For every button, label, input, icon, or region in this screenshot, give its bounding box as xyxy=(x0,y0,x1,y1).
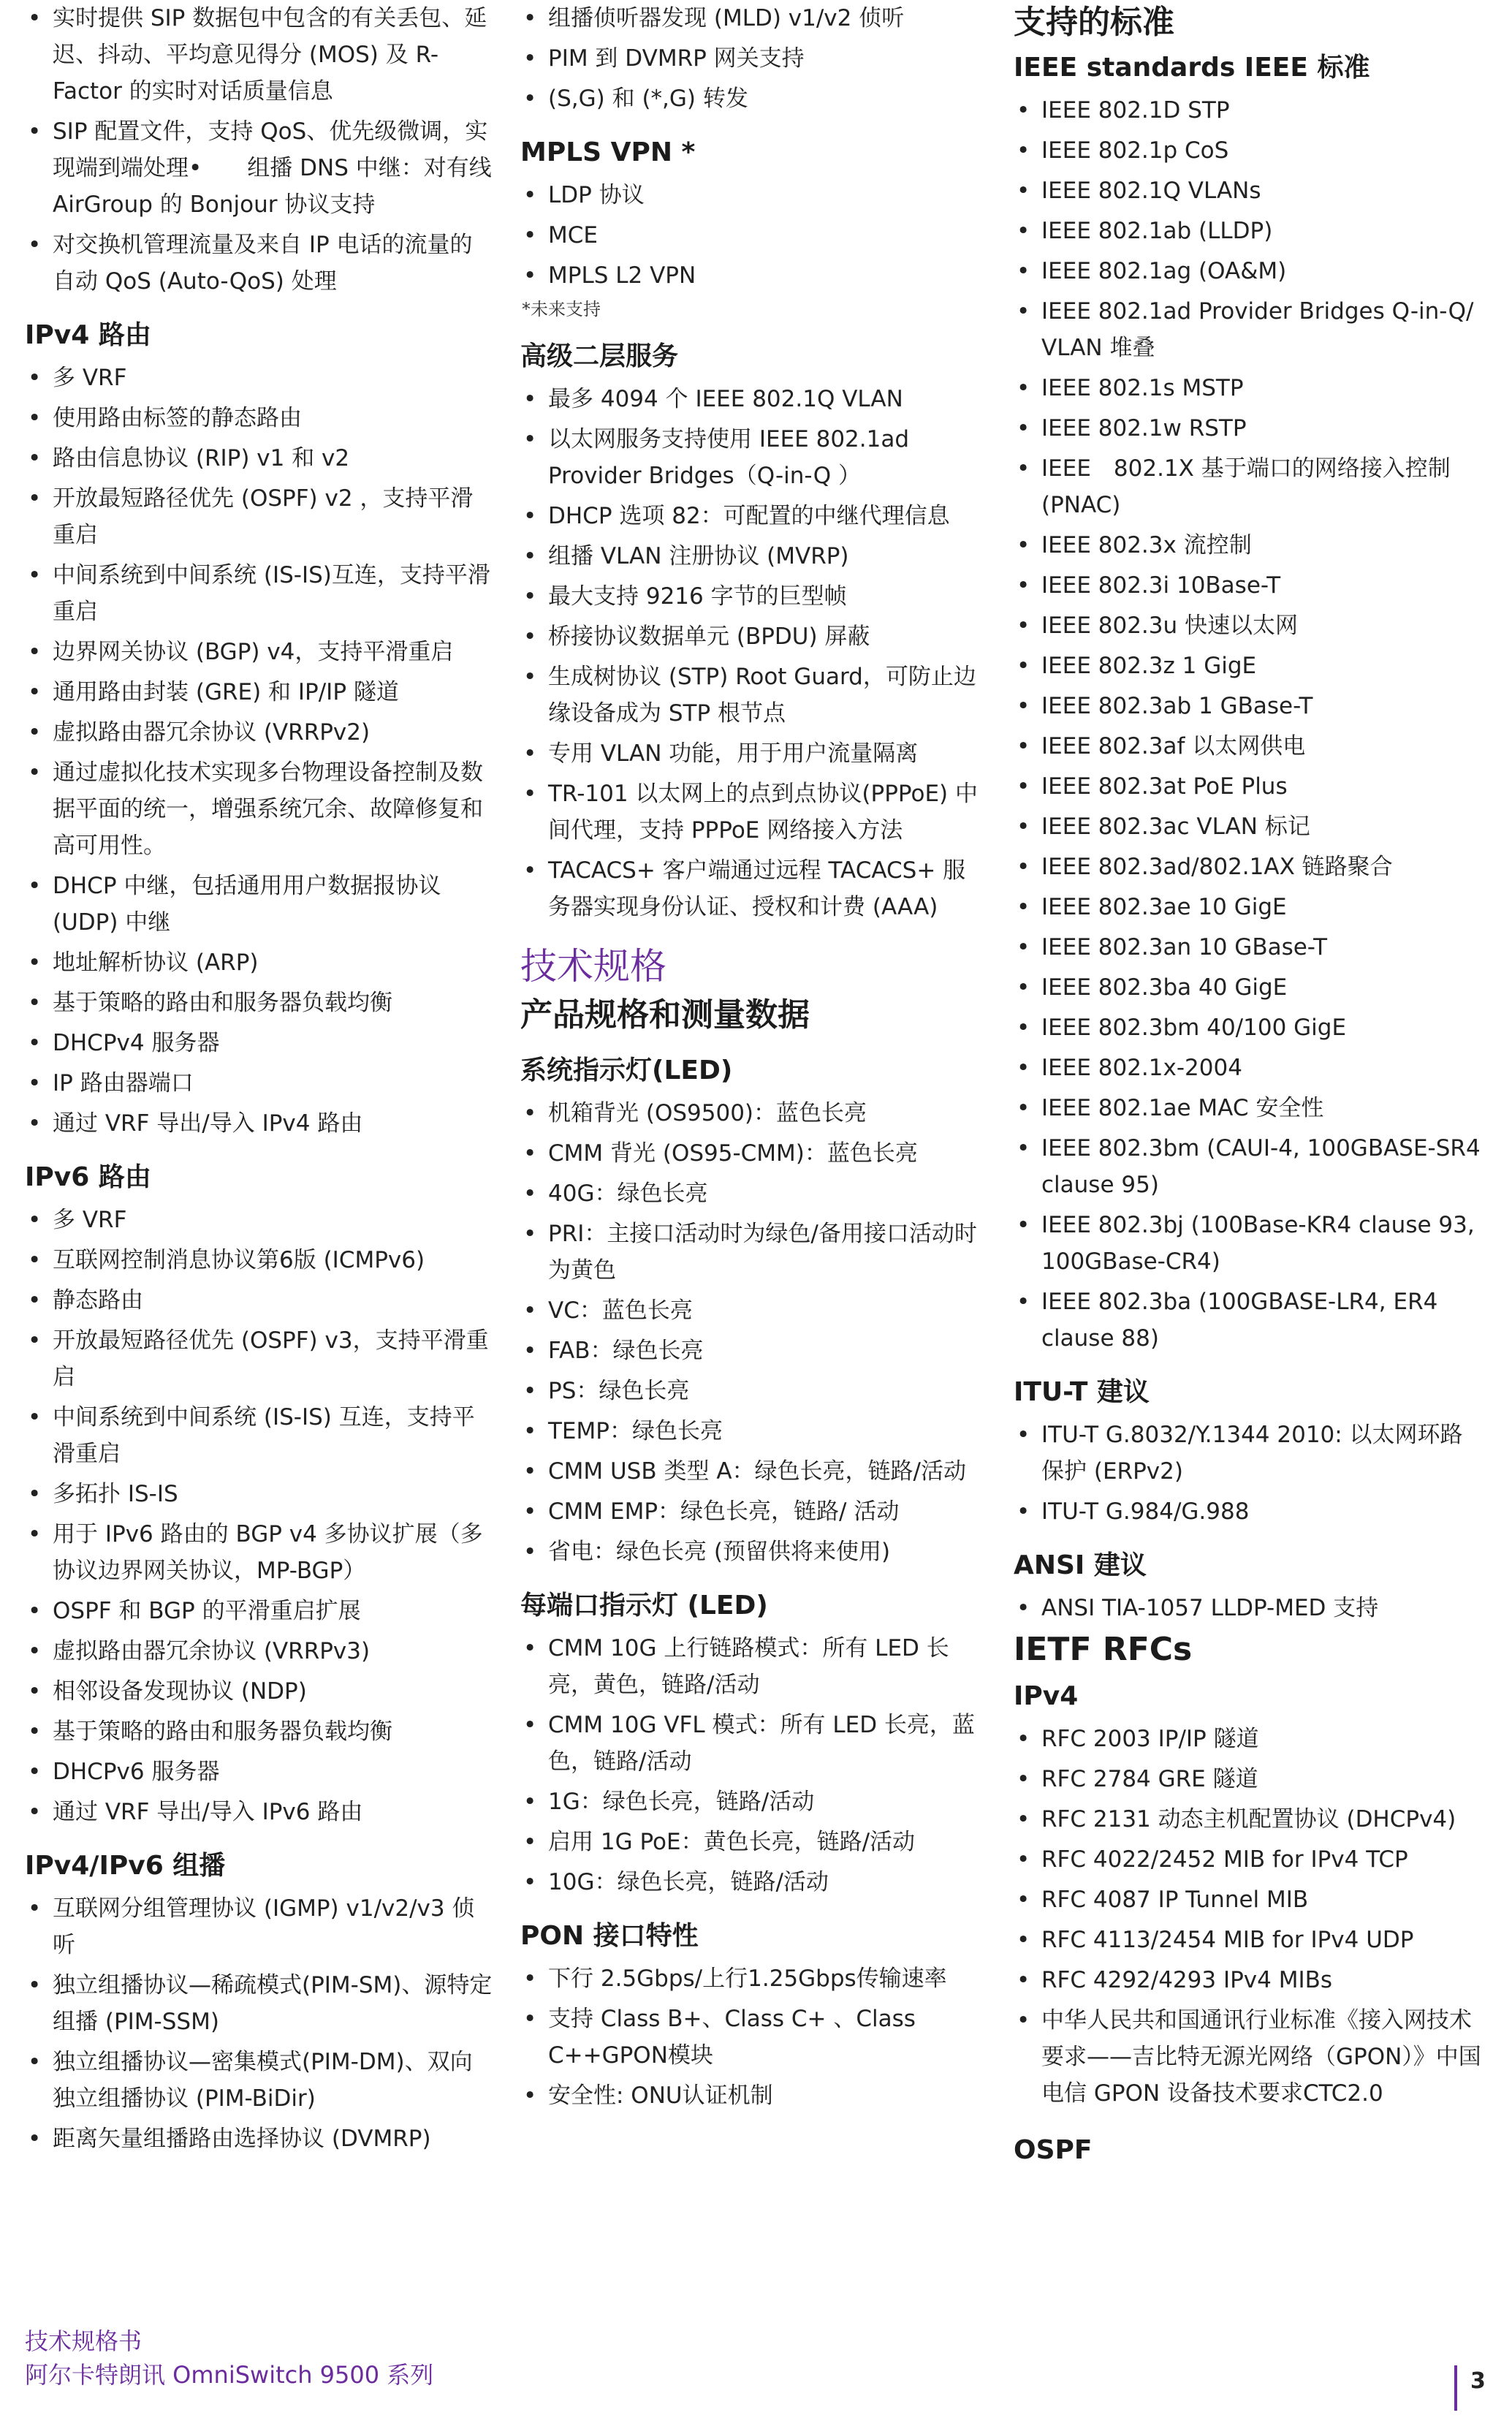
section-title-ietf-ipv4: IPv4 xyxy=(1014,1681,1079,1711)
footer-doc-info xyxy=(25,2324,433,2392)
list-item: • IEEE 802.3z 1 GigE xyxy=(1014,648,1481,684)
list-item: • 用于 IPv6 路由的 BGP v4 多协议扩展（多协议边界网关协议，MP-BGP） xyxy=(25,1516,493,1589)
list-item: • IEEE 802.3bm 40/100 GigE xyxy=(1014,1009,1481,1046)
list-item: • 通用路由封装 (GRE) 和 IP/IP 隧道 xyxy=(25,674,493,710)
list-item: • CMM 10G 上行链路模式：所有 LED 长亮，黄色，链路/活动 xyxy=(520,1630,988,1703)
pon-list xyxy=(520,1960,988,2114)
list-item: • IEEE 802.1D STP xyxy=(1014,92,1481,129)
multicast-cont-list xyxy=(520,0,988,117)
list-item: • IEEE 802.1ag (OA&M) xyxy=(1014,253,1481,289)
list-item: • 多 VRF xyxy=(25,360,493,396)
column-left xyxy=(25,0,493,2161)
list-item: • 启用 1G PoE：黄色长亮，链路/活动 xyxy=(520,1824,988,1860)
list-item: • IEEE 802.3at PoE Plus xyxy=(1014,768,1481,805)
list-item: • OSPF 和 BGP 的平滑重启扩展 xyxy=(25,1593,493,1629)
list-item: • RFC 4022/2452 MIB for IPv4 TCP xyxy=(1014,1841,1481,1878)
section-title-pon: PON 接口特性 xyxy=(520,1921,699,1951)
page-number: 3 xyxy=(1470,2368,1486,2394)
list-item: • FAB：绿色长亮 xyxy=(520,1333,988,1369)
list-item: • 生成树协议 (STP) Root Guard，可防止边缘设备成为 STP 根节点 xyxy=(520,659,988,732)
list-item: • PIM 到 DVMRP 网关支持 xyxy=(520,40,988,77)
list-item: • 以太网服务支持使用 IEEE 802.1ad Provider Bridges（Q-in-Q ） xyxy=(520,421,988,494)
list-item: • IEEE 802.1s MSTP xyxy=(1014,370,1481,406)
list-item: • PRI：主接口活动时为绿色/备用接口活动时为黄色 xyxy=(520,1216,988,1289)
list-item: • VC：蓝色长亮 xyxy=(520,1292,988,1329)
list-item: • 1G：绿色长亮，链路/活动 xyxy=(520,1784,988,1820)
itut-list xyxy=(1014,1417,1481,1530)
section-title-ietf: IETF RFCs xyxy=(1014,1631,1193,1668)
section-title-ospf: OSPF xyxy=(1014,2135,1093,2165)
list-item: • 最多 4094 个 IEEE 802.1Q VLAN xyxy=(520,381,988,417)
list-item: • IEEE 802.1Q VLANs xyxy=(1014,173,1481,209)
ipv6-routing-list xyxy=(25,1202,493,1830)
list-item: • 开放最短路径优先 (OSPF) v3，支持平滑重启 xyxy=(25,1322,493,1395)
list-item: • 多拓扑 IS-IS xyxy=(25,1476,493,1512)
ieee-list xyxy=(1014,92,1481,1357)
list-item: • IEEE 802.1ad Provider Bridges Q-in-Q/ VLAN 堆叠 xyxy=(1014,293,1481,366)
list-item: • 虚拟路由器冗余协议 (VRRPv2) xyxy=(25,714,493,751)
section-title-mpls: MPLS VPN * xyxy=(520,137,696,167)
list-item: • SIP 配置文件，支持 QoS、优先级微调，实现端到端处理• 组播 DNS 中继：对有线 AirGroup 的 Bonjour 协议支持 xyxy=(25,113,493,223)
list-item: • RFC 2131 动态主机配置协议 (DHCPv4) xyxy=(1014,1801,1481,1838)
footer-doc-type: 技术规格书 xyxy=(25,2327,143,2355)
list-item: • 安全性: ONU认证机制 xyxy=(520,2077,988,2114)
column-middle xyxy=(520,0,988,2118)
section-title-ipv6-routing: IPv6 路由 xyxy=(25,1162,151,1192)
section-title-system-led: 系统指示灯(LED) xyxy=(520,1055,733,1085)
list-item: • 独立组播协议—密集模式(PIM-DM)、双向独立组播协议 (PIM-BiDir) xyxy=(25,2044,493,2117)
list-item: • 通过 VRF 导出/导入 IPv4 路由 xyxy=(25,1105,493,1142)
list-item: • 多 VRF xyxy=(25,1202,493,1238)
list-item: • 路由信息协议 (RIP) v1 和 v2 xyxy=(25,440,493,477)
list-item: • DHCP 选项 82：可配置的中继代理信息 xyxy=(520,498,988,534)
multicast-list xyxy=(25,1890,493,2157)
list-item: • 通过 VRF 导出/导入 IPv6 路由 xyxy=(25,1794,493,1830)
list-item: • RFC 4292/4293 IPv4 MIBs xyxy=(1014,1962,1481,1998)
list-item: • 桥接协议数据单元 (BPDU) 屏蔽 xyxy=(520,618,988,655)
page-number-divider xyxy=(1454,2365,1457,2411)
list-item: • 距离矢量组播路由选择协议 (DVMRP) xyxy=(25,2121,493,2157)
list-item: • IEEE 802.1ab (LLDP) xyxy=(1014,213,1481,249)
section-title-ansi: ANSI 建议 xyxy=(1014,1550,1147,1580)
footer-product-name: 阿尔卡特朗讯 OmniSwitch 9500 系列 xyxy=(25,2361,434,2389)
list-item: • 相邻设备发现协议 (NDP) xyxy=(25,1673,493,1710)
section-title-l2-services: 高级二层服务 xyxy=(520,341,679,371)
list-item: • IEEE 802.3ae 10 GigE xyxy=(1014,889,1481,925)
list-item: • RFC 4087 IP Tunnel MIB xyxy=(1014,1881,1481,1918)
list-item: • TR-101 以太网上的点到点协议(PPPoE) 中间代理，支持 PPPoE 网络接入方法 xyxy=(520,776,988,849)
list-item: • CMM USB 类型 A：绿色长亮，链路/活动 xyxy=(520,1453,988,1490)
intro-list xyxy=(25,0,493,300)
section-title-tech-spec: 技术规格 xyxy=(520,945,666,988)
section-title-ieee: IEEE standards IEEE 标准 xyxy=(1014,53,1370,83)
list-item: • 支持 Class B+、Class C+ 、Class C++GPON模块 xyxy=(520,2001,988,2074)
list-item: • PS：绿色长亮 xyxy=(520,1373,988,1409)
list-item: • IEEE 802.3bj (100Base-KR4 clause 93, 100GBase-CR4) xyxy=(1014,1207,1481,1280)
list-item: • 独立组播协议—稀疏模式(PIM-SM)、源特定组播 (PIM-SSM) xyxy=(25,1967,493,2040)
list-item: • CMM 背光 (OS95-CMM)：蓝色长亮 xyxy=(520,1135,988,1172)
section-title-multicast: IPv4/IPv6 组播 xyxy=(25,1851,226,1881)
list-item: • IEEE 802.1X 基于端口的网络接入控制 (PNAC) xyxy=(1014,450,1481,523)
list-item: • MPLS L2 VPN xyxy=(520,257,988,294)
list-item: • IEEE 802.3x 流控制 xyxy=(1014,527,1481,564)
list-item: • IEEE 802.3ac VLAN 标记 xyxy=(1014,808,1481,845)
list-item: • IEEE 802.3ad/802.1AX 链路聚合 xyxy=(1014,849,1481,885)
list-item: • 地址解析协议 (ARP) xyxy=(25,944,493,981)
list-item: • RFC 2003 IP/IP 隧道 xyxy=(1014,1721,1481,1757)
list-item: • IEEE 802.1ae MAC 安全性 xyxy=(1014,1090,1481,1126)
list-item: • LDP 协议 xyxy=(520,177,988,213)
list-item: • IEEE 802.3ab 1 GBase-T xyxy=(1014,688,1481,724)
list-item: • 10G：绿色长亮，链路/活动 xyxy=(520,1864,988,1900)
list-item: • 中华人民共和国通讯行业标准《接入网技术要求——吉比特无源光网络（GPON）》中国电信 GPON 设备技术要求CTC2.0 xyxy=(1014,2002,1481,2112)
system-led-list xyxy=(520,1095,988,1570)
list-item: • 40G：绿色长亮 xyxy=(520,1175,988,1212)
mpls-list xyxy=(520,177,988,294)
list-item: • 对交换机管理流量及来自 IP 电话的流量的自动 QoS (Auto-QoS) 处理 xyxy=(25,227,493,300)
list-item: • DHCP 中继，包括通用用户数据报协议 (UDP) 中继 xyxy=(25,868,493,941)
list-item: • 虚拟路由器冗余协议 (VRRPv3) xyxy=(25,1633,493,1670)
list-item: • IEEE 802.3bm (CAUI-4, 100GBASE-SR4 clause 95) xyxy=(1014,1130,1481,1203)
list-item: • 组播 VLAN 注册协议 (MVRP) xyxy=(520,538,988,575)
list-item: • 组播侦听器发现 (MLD) v1/v2 侦听 xyxy=(520,0,988,37)
list-item: • 实时提供 SIP 数据包中包含的有关丢包、延迟、抖动、平均意见得分 (MOS) 及 R-Factor 的实时对话质量信息 xyxy=(25,0,493,110)
list-item: • IEEE 802.3i 10Base-T xyxy=(1014,567,1481,604)
list-item: • ITU-T G.984/G.988 xyxy=(1014,1493,1481,1530)
list-item: • 专用 VLAN 功能，用于用户流量隔离 xyxy=(520,735,988,772)
list-item: • IEEE 802.1x-2004 xyxy=(1014,1050,1481,1086)
list-item: • ANSI TIA-1057 LLDP-MED 支持 xyxy=(1014,1590,1481,1626)
section-title-port-led: 每端口指示灯 (LED) xyxy=(520,1591,768,1621)
list-item: • 开放最短路径优先 (OSPF) v2 ，支持平滑重启 xyxy=(25,480,493,553)
list-item: • (S,G) 和 (*,G) 转发 xyxy=(520,80,988,117)
list-item: • DHCPv6 服务器 xyxy=(25,1754,493,1790)
list-item: • 基于策略的路由和服务器负载均衡 xyxy=(25,985,493,1021)
list-item: • IEEE 802.1p CoS xyxy=(1014,132,1481,169)
list-item: • IEEE 802.3u 快速以太网 xyxy=(1014,607,1481,644)
list-item: • CMM EMP：绿色长亮，链路/ 活动 xyxy=(520,1493,988,1530)
port-led-list xyxy=(520,1630,988,1900)
list-item: • RFC 2784 GRE 隧道 xyxy=(1014,1761,1481,1797)
list-item: • IEEE 802.3ba (100GBASE-LR4, ER4 clause 88) xyxy=(1014,1284,1481,1357)
list-item: • CMM 10G VFL 模式：所有 LED 长亮，蓝色，链路/活动 xyxy=(520,1707,988,1780)
list-item: • IEEE 802.3ba 40 GigE xyxy=(1014,969,1481,1006)
section-title-dimensions: 产品规格和测量数据 xyxy=(520,996,810,1034)
ipv4-routing-list xyxy=(25,360,493,1142)
mpls-footnote: *未来支持 xyxy=(522,299,601,319)
list-item: • 机箱背光 (OS9500)：蓝色长亮 xyxy=(520,1095,988,1132)
ietf-ipv4-list xyxy=(1014,1721,1481,2112)
section-title-ipv4-routing: IPv4 路由 xyxy=(25,320,151,350)
list-item: • 最大支持 9216 字节的巨型帧 xyxy=(520,578,988,615)
section-title-itut: ITU-T 建议 xyxy=(1014,1377,1150,1407)
list-item: • 基于策略的路由和服务器负载均衡 xyxy=(25,1713,493,1750)
list-item: • DHCPv4 服务器 xyxy=(25,1025,493,1061)
l2-services-list xyxy=(520,381,988,925)
ansi-list xyxy=(1014,1590,1481,1626)
list-item: • 互联网分组管理协议 (IGMP) v1/v2/v3 侦听 xyxy=(25,1890,493,1963)
list-item: • IP 路由器端口 xyxy=(25,1065,493,1102)
section-title-standards: 支持的标准 xyxy=(1014,4,1174,41)
list-item: • MCE xyxy=(520,217,988,254)
list-item: • IEEE 802.3af 以太网供电 xyxy=(1014,728,1481,765)
list-item: • 中间系统到中间系统 (IS-IS)互连，支持平滑重启 xyxy=(25,557,493,630)
list-item: • TEMP：绿色长亮 xyxy=(520,1413,988,1449)
list-item: • 边界网关协议 (BGP) v4，支持平滑重启 xyxy=(25,634,493,670)
list-item: • TACACS+ 客户端通过远程 TACACS+ 服务器实现身份认证、授权和计费 (AAA) xyxy=(520,852,988,925)
list-item: • IEEE 802.3an 10 GBase-T xyxy=(1014,929,1481,966)
list-item: • ITU-T G.8032/Y.1344 2010: 以太网环路保护 (ERPv2) xyxy=(1014,1417,1481,1490)
list-item: • 通过虚拟化技术实现多台物理设备控制及数据平面的统一，增强系统冗余、故障修复和高可用性。 xyxy=(25,754,493,864)
list-item: • 互联网控制消息协议第6版 (ICMPv6) xyxy=(25,1242,493,1278)
list-item: • 静态路由 xyxy=(25,1282,493,1319)
column-right xyxy=(1014,0,1481,2175)
list-item: • 中间系统到中间系统 (IS-IS) 互连，支持平滑重启 xyxy=(25,1399,493,1472)
list-item: • 下行 2.5Gbps/上行1.25Gbps传输速率 xyxy=(520,1960,988,1997)
list-item: • IEEE 802.1w RSTP xyxy=(1014,410,1481,447)
list-item: • 省电：绿色长亮 (预留供将来使用) xyxy=(520,1534,988,1570)
list-item: • 使用路由标签的静态路由 xyxy=(25,400,493,436)
list-item: • RFC 4113/2454 MIB for IPv4 UDP xyxy=(1014,1922,1481,1958)
